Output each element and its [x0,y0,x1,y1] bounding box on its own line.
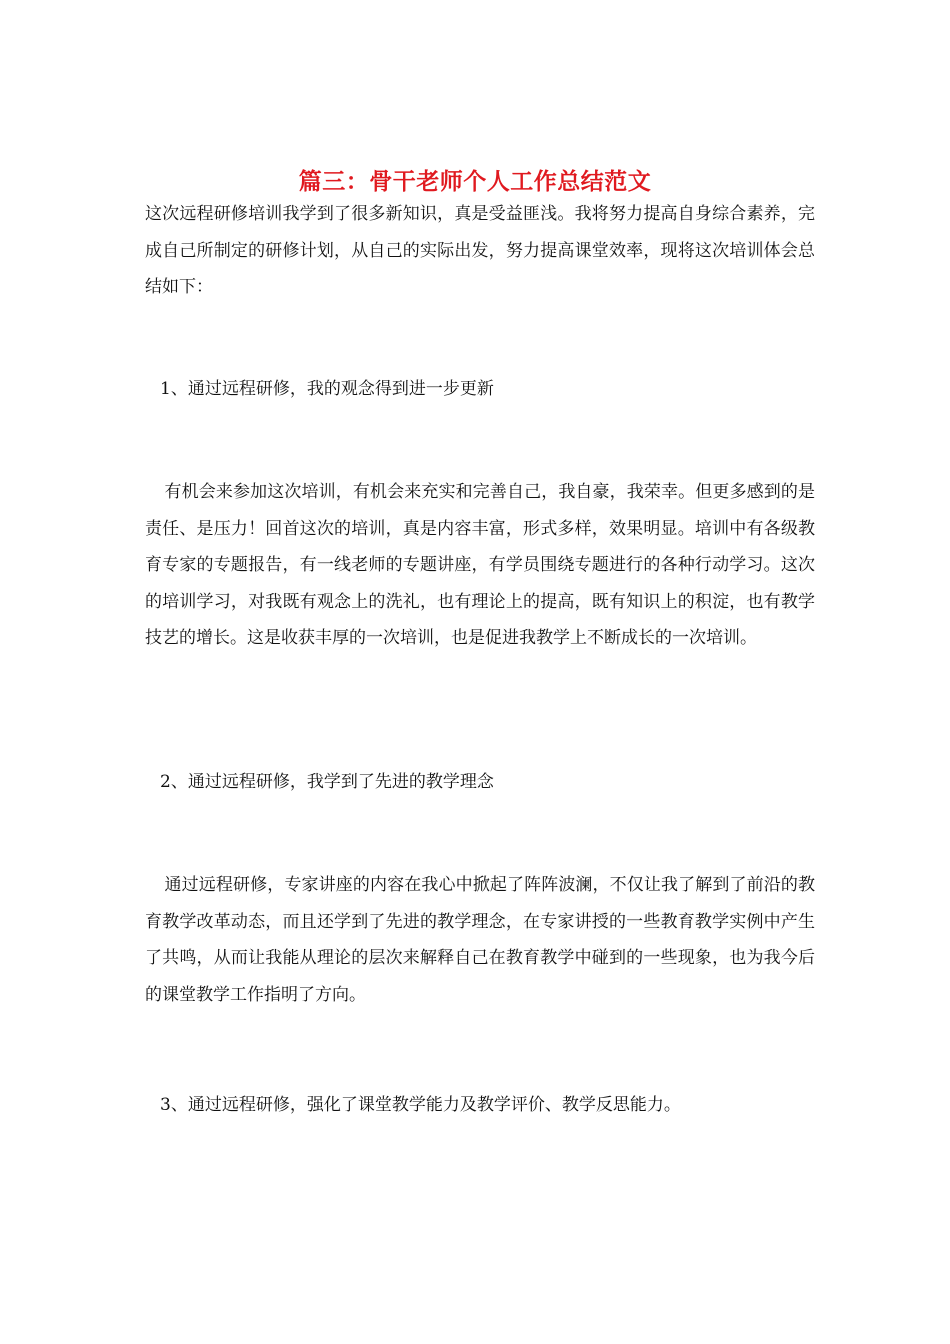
section-1-heading: 1、通过远程研修，我的观念得到进一步更新 [160,379,494,399]
section-2-heading: 2、通过远程研修，我学到了先进的教学理念 [160,772,494,792]
section-2-body: 通过远程研修，专家讲座的内容在我心中掀起了阵阵波澜，不仅让我了解到了前沿的教育教学改革动态，而且还学到了先进的教学理念，在专家讲授的一些教育教学实例中产生了共鸣，从而让我能从理论的层次来解释自己在教育教学中碰到的一些现象，也为我今后的课堂教学工作指明了方向。 [145,875,815,1005]
intro-paragraph: 这次远程研修培训我学到了很多新知识，真是受益匪浅。我将努力提高自身综合素养，完成自己所制定的研修计划，从自己的实际出发，努力提高课堂效率，现将这次培训体会总结如下： [145,204,815,297]
section-1-body: 有机会来参加这次培训，有机会来充实和完善自己，我自豪，我荣幸。但更多感到的是责任、是压力！回首这次的培训，真是内容丰富，形式多样，效果明显。培训中有各级教育专家的专题报告，有一线老师的专题讲座，有学员围绕专题进行的各种行动学习。这次的培训学习，对我既有观念上的洗礼，也有理论上的提高，既有知识上的积淀，也有教学技艺的增长。这是收获丰厚的一次培训，也是促进我教学上不断成长的一次培训。 [145,482,815,648]
document-title: 篇三：骨干老师个人工作总结范文 [298,168,652,196]
section-3-heading: 3、通过远程研修，强化了课堂教学能力及教学评价、教学反思能力。 [160,1095,681,1115]
